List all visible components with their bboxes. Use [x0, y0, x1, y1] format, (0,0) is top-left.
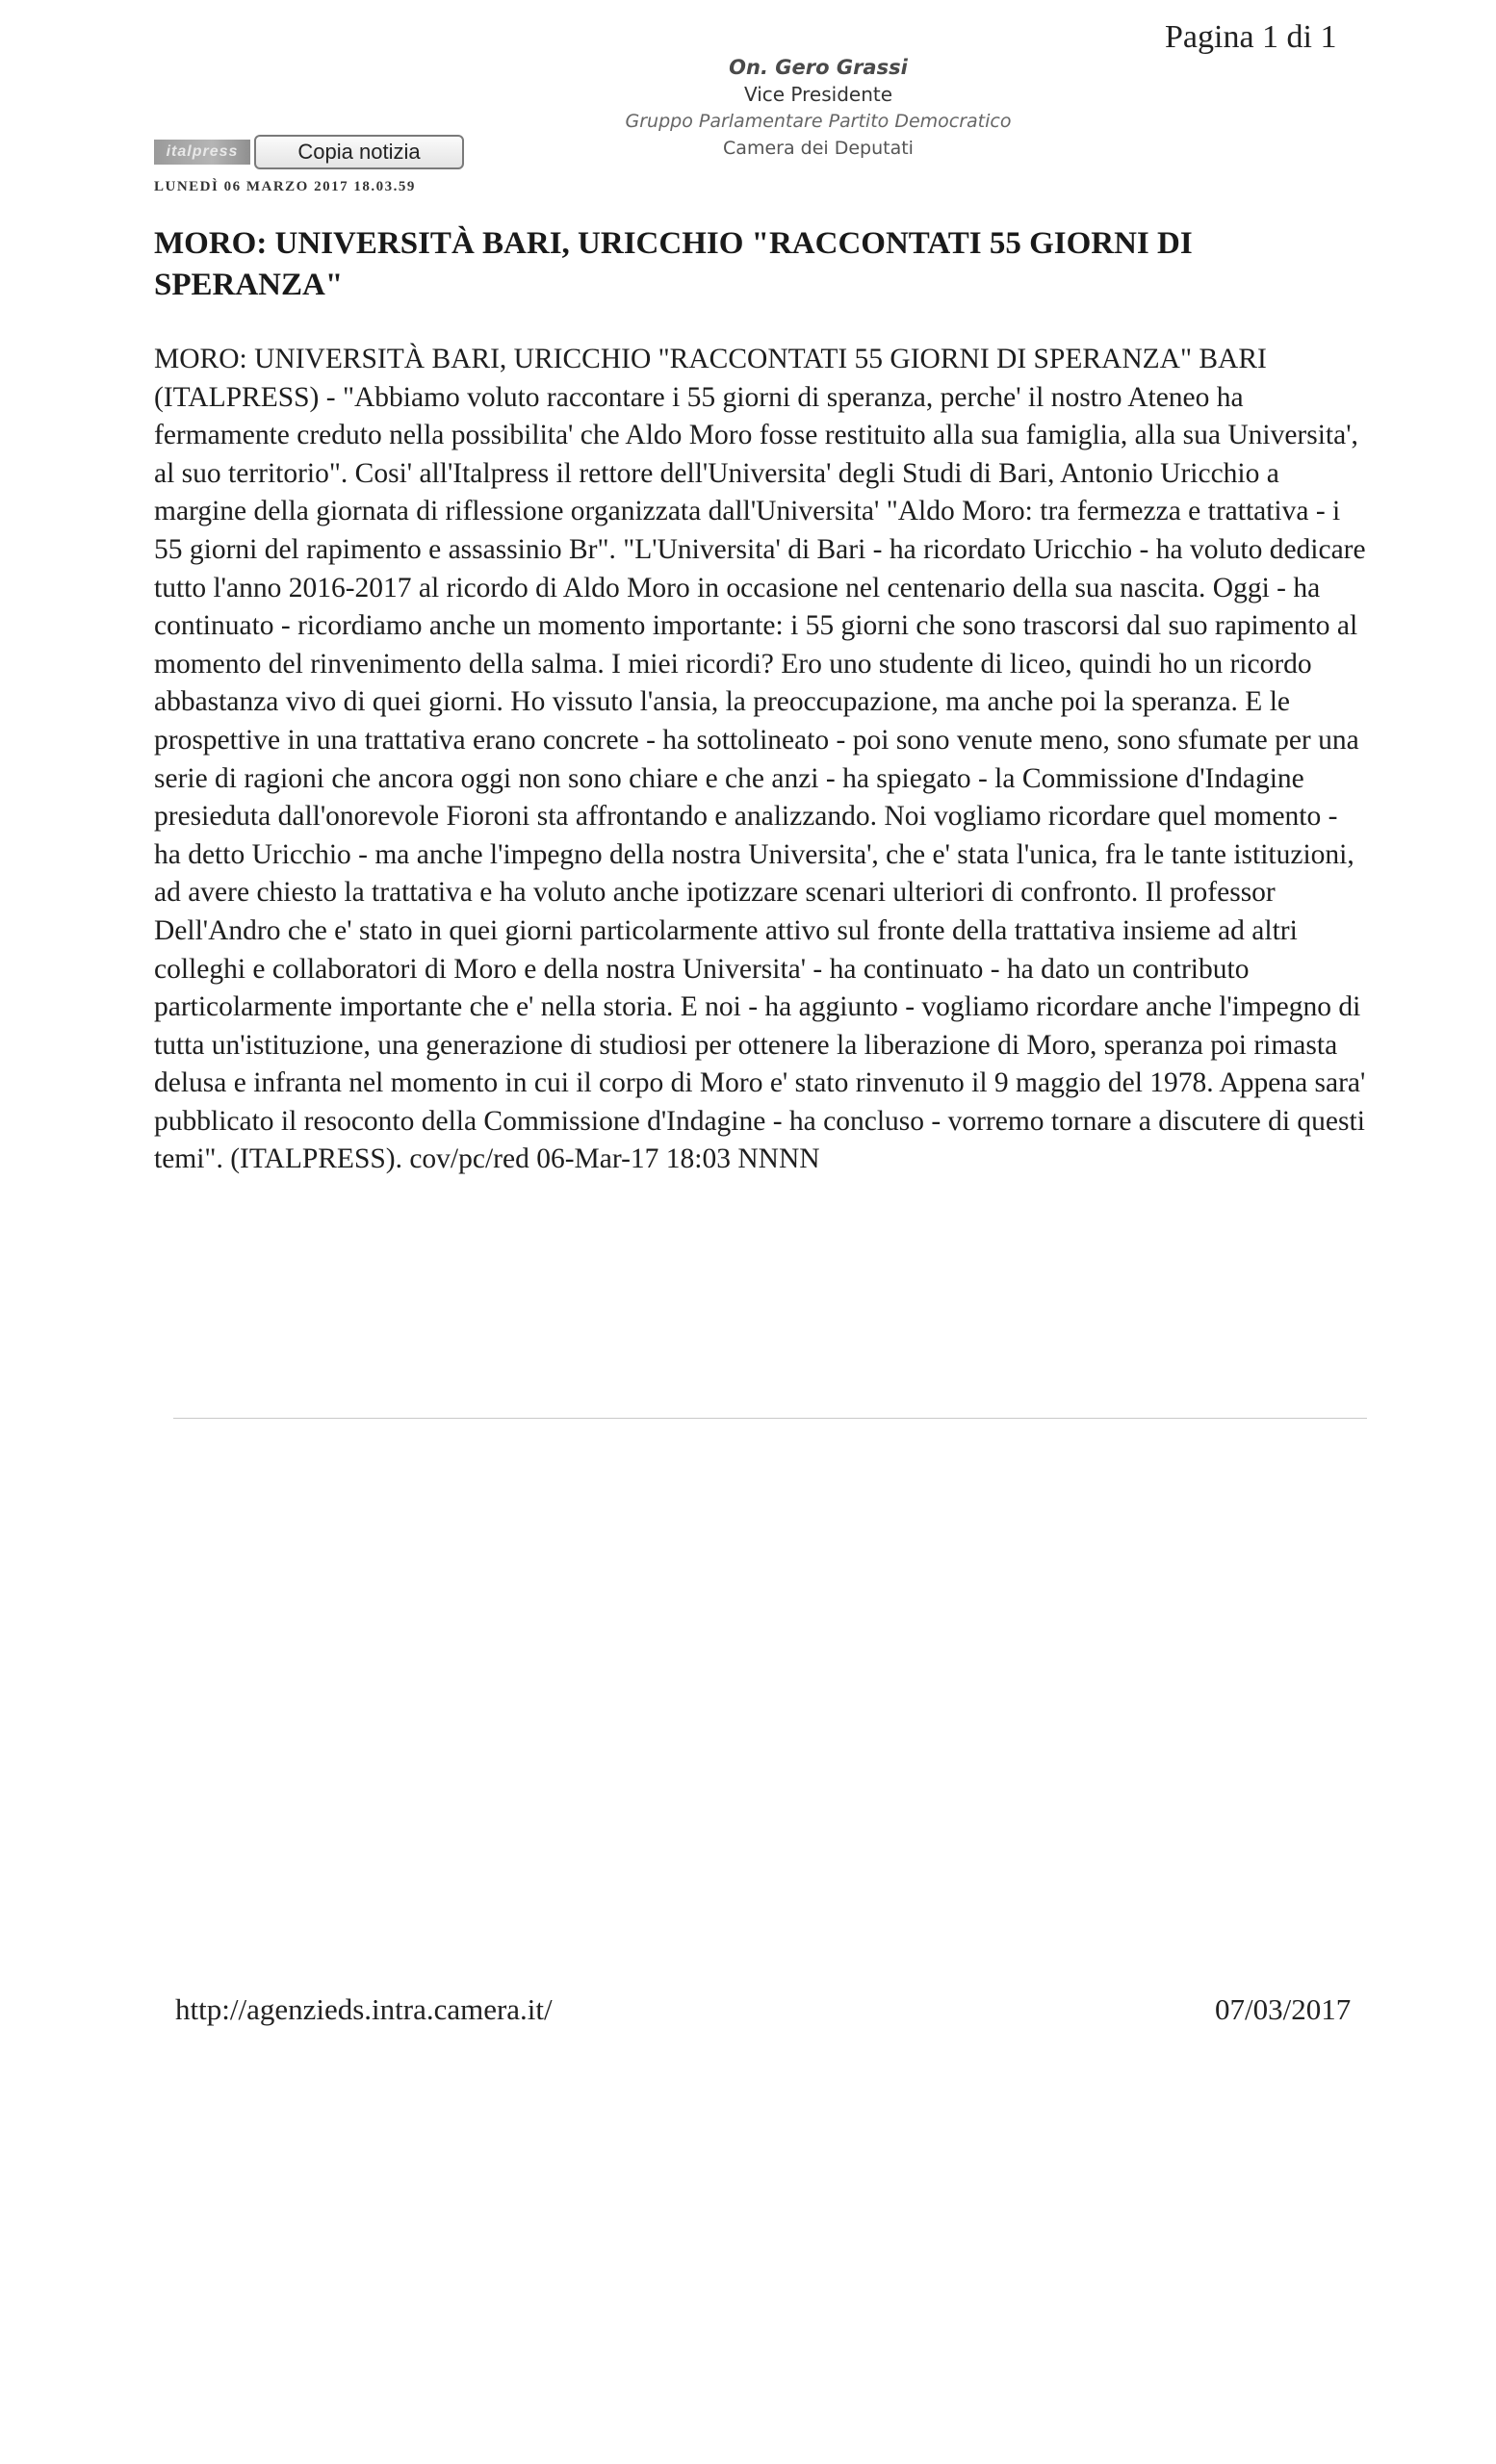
stamp-role: Vice Presidente	[743, 83, 893, 106]
article-headline: MORO: UNIVERSITÀ BARI, URICCHIO "RACCONTATI 55 GIORNI DI SPERANZA"	[154, 226, 1193, 302]
article-body: MORO: UNIVERSITÀ BARI, URICCHIO "RACCONTATI 55 GIORNI DI SPERANZA" BARI (ITALPRESS) - "Abbiamo voluto raccontare i 55 giorni di speranza, perche' il nostro Ateneo ha fermamente creduto nella possibilita' che Aldo Moro fosse restituito alla sua famiglia, alla sua Universita', al suo territorio". Cosi' all'Italpress il rettore dell'Universita' degli Studi di Bari, Antonio Uricchio a margine della giornata di riflessione organizzata dall'Universita' "Aldo Moro: tra fermezza e trattativa - i 55 giorni del rapimento e assassinio Br". "L'Universita' di Bari - ha ricordato Uricchio - ha voluto dedicare tutto l'anno 2016-2017 al ricordo di Aldo Moro in occasione nel centenario della sua nascita. Oggi - ha continuato - ricordiamo anche un momento importante: i 55 giorni che sono trascorsi dal suo rapimento al momento del rinvenimento della salma. I miei ricordi? Ero uno studente di liceo, quindi ho un ricordo abbastanza vivo di quei giorni. Ho vissuto l'ansia, la preoccupazione, ma anche poi la speranza. E le prospettive in una trattativa erano concrete - ha sottolineato - poi sono venute meno, sono sfumate per una serie di ragioni che ancora oggi non sono chiare e che anzi - ha spiegato - la Commissione d'Indagine presieduta dall'onorevole Fioroni sta affrontando e analizzando. Noi vogliamo ricordare quel momento - ha detto Uricchio - ma anche l'impegno della nostra Universita', che e' stata l'unica, fra le tante istituzioni, ad avere chiesto la trattativa e ha voluto anche ipotizzare scenari ulteriori di confronto. Il professor Dell'Andro che e' stato in quei giorni particolarmente attivo sul fronte della trattativa insieme ad altri colleghi e collaboratori di Moro e della nostra Universita' - ha continuato - ha dato un contributo particolarmente importante che e' nella storia. E noi - ha aggiunto - vogliamo ricordare anche l'impegno di tutta un'istituzione, una generazione di studiosi per ottenere la liberazione di Moro, speranza poi rimasta delusa e infranta nel momento in cui il corpo di Moro e' stato rinvenuto il 9 maggio del 1978. Appena sara' pubblicato il resoconto della Commissione d'Indagine - ha concluso - vorremo tornare a discutere di questi temi". (ITALPRESS). cov/pc/red 06-Mar-17 18:03 NNNN	[154, 344, 1366, 1175]
stamp-name: On. Gero Grassi	[729, 56, 908, 79]
agency-bar	[154, 135, 464, 169]
divider	[173, 1418, 1367, 1419]
stamp-group: Gruppo Parlamentare Partito Democratico	[625, 111, 1012, 132]
copy-news-button[interactable]: Copia notizia	[254, 135, 464, 169]
footer-date: 07/03/2017	[1215, 1992, 1352, 2026]
page-number: Pagina 1 di 1	[1165, 19, 1337, 55]
italpress-logo: italpress	[154, 140, 250, 165]
stamp-chamber: Camera dei Deputati	[723, 138, 914, 159]
dateline: LUNEDÌ 06 MARZO 2017 18.03.59	[154, 179, 416, 194]
deputy-stamp	[597, 54, 1040, 162]
footer-url: http://agenzieds.intra.camera.it/	[175, 1992, 553, 2026]
